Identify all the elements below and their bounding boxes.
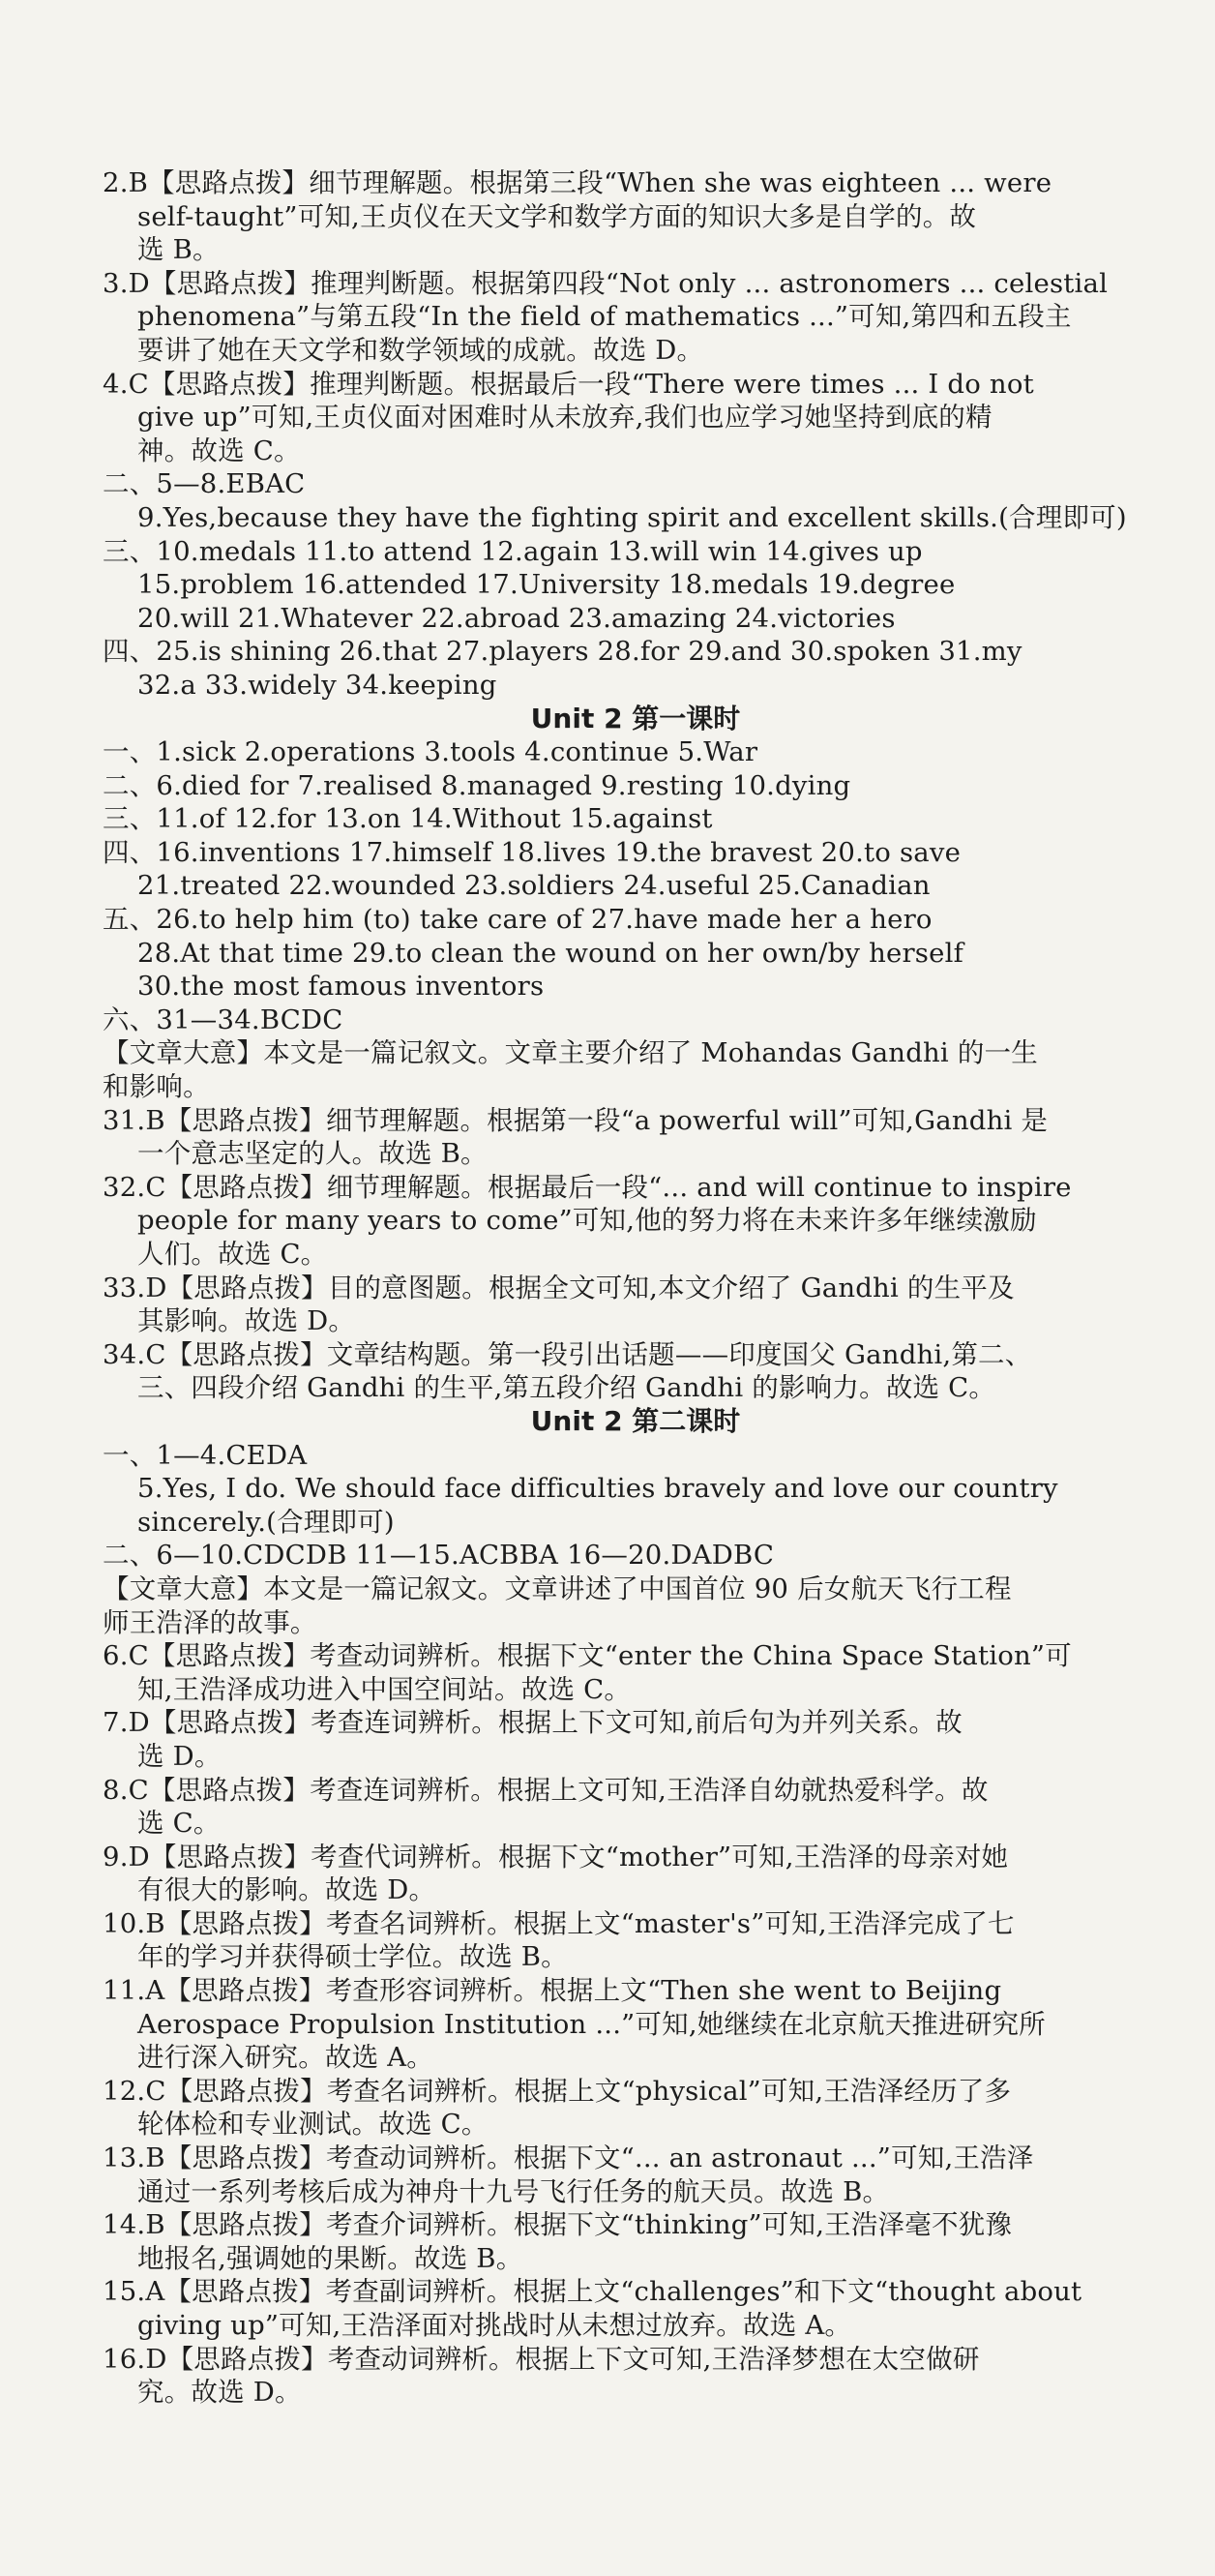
answer-line: 选 D。 bbox=[137, 1740, 222, 1772]
answer-line: 要讲了她在天文学和数学领域的成就。故选 D。 bbox=[137, 334, 704, 366]
answer-line: 地报名,强调她的果断。故选 B。 bbox=[137, 2242, 523, 2274]
answer-line: 【文章大意】本文是一篇记叙文。文章讲述了中国首位 90 后女航天飞行工程 bbox=[103, 1573, 1012, 1604]
answer-line: people for many years to come”可知,他的努力将在未来许多年继续激励 bbox=[137, 1205, 1037, 1237]
answer-line: 一个意志坚定的人。故选 B。 bbox=[137, 1138, 488, 1170]
answer-line: 五、26.to help him (to) take care of 27.have made her a hero bbox=[103, 904, 933, 936]
answer-line: 31.B【思路点拨】细节理解题。根据第一段“a powerful will”可知,Gandhi 是 bbox=[103, 1104, 1049, 1136]
answer-line: 三、10.medals 11.to attend 12.again 13.will win 14.gives up bbox=[103, 535, 923, 567]
answer-line: 究。故选 D。 bbox=[137, 2377, 302, 2409]
section-heading: Unit 2 第二课时 bbox=[530, 1404, 741, 1437]
answer-line: 和影响。 bbox=[103, 1071, 210, 1103]
answer-line: 2.B【思路点拨】细节理解题。根据第三段“When she was eighteen ... were bbox=[103, 167, 1052, 198]
answer-line: 二、6.died for 7.realised 8.managed 9.resting 10.dying bbox=[103, 769, 851, 801]
answer-line: 14.B【思路点拨】考查介词辨析。根据下文“thinking”可知,王浩泽毫不犹豫 bbox=[103, 2209, 1013, 2241]
answer-line: self-taught”可知,王贞仪在天文学和数学方面的知识大多是自学的。故 bbox=[137, 200, 977, 232]
answer-line: 选 B。 bbox=[137, 234, 220, 266]
answer-line: 34.C【思路点拨】文章结构题。第一段引出话题——印度国父 Gandhi,第二、 bbox=[103, 1338, 1032, 1370]
answer-line: 年的学习并获得硕士学位。故选 B。 bbox=[137, 1941, 568, 1973]
answer-line: give up”可知,王贞仪面对困难时从未放弃,我们也应学习她坚持到底的精 bbox=[137, 402, 993, 434]
answer-line: 一、1—4.CEDA bbox=[103, 1439, 308, 1471]
answer-line: Aerospace Propulsion Institution ...”可知,她继续在北京航天推进研究所 bbox=[137, 2008, 1046, 2040]
answer-line: 四、16.inventions 17.himself 18.lives 19.the bravest 20.to save bbox=[103, 836, 962, 868]
answer-line: 轮体检和专业测试。故选 C。 bbox=[137, 2109, 489, 2141]
answer-line: 9.D【思路点拨】考查代词辨析。根据下文“mother”可知,王浩泽的母亲对她 bbox=[103, 1841, 1009, 1872]
answer-line: 20.will 21.Whatever 22.abroad 23.amazing 24.victories bbox=[137, 602, 896, 634]
answer-line: 16.D【思路点拨】考查动词辨析。根据上下文可知,王浩泽梦想在太空做研 bbox=[103, 2343, 980, 2375]
answer-line: 进行深入研究。故选 A。 bbox=[137, 2042, 434, 2074]
answer-line: 知,王浩泽成功进入中国空间站。故选 C。 bbox=[137, 1673, 632, 1705]
answer-line: 12.C【思路点拨】考查名词辨析。根据上文“physical”可知,王浩泽经历了多 bbox=[103, 2075, 1012, 2107]
answer-line: 32.a 33.widely 34.keeping bbox=[137, 669, 497, 701]
answer-line: 一、1.sick 2.operations 3.tools 4.continue 5.War bbox=[103, 736, 758, 768]
answer-line: 人们。故选 C。 bbox=[137, 1239, 328, 1270]
answer-line: 4.C【思路点拨】推理判断题。根据最后一段“There were times ... I do not bbox=[103, 368, 1034, 400]
answer-line: 5.Yes, I do. We should face difficulties bravely and love our country bbox=[137, 1473, 1058, 1505]
answer-line: 11.A【思路点拨】考查形容词辨析。根据上文“Then she went to Beijing bbox=[103, 1975, 1002, 2007]
answer-line: 6.C【思路点拨】考查动词辨析。根据下文“enter the China Space Station”可 bbox=[103, 1640, 1072, 1672]
answer-line: 三、四段介绍 Gandhi 的生平,第五段介绍 Gandhi 的影响力。故选 C。 bbox=[137, 1372, 996, 1404]
answer-line: 32.C【思路点拨】细节理解题。根据最后一段“... and will continue to inspire bbox=[103, 1171, 1072, 1203]
answer-line: 13.B【思路点拨】考查动词辨析。根据下文“... an astronaut ...”可知,王浩泽 bbox=[103, 2142, 1034, 2174]
answer-line: 15.problem 16.attended 17.University 18.medals 19.degree bbox=[137, 569, 956, 601]
answer-line: 四、25.is shining 26.that 27.players 28.for 29.and 30.spoken 31.my bbox=[103, 636, 1022, 668]
answer-line: 7.D【思路点拨】考查连词辨析。根据上下文可知,前后句为并列关系。故 bbox=[103, 1707, 963, 1739]
answer-line: 21.treated 22.wounded 23.soldiers 24.useful 25.Canadian bbox=[137, 870, 931, 902]
answer-line: 师王浩泽的故事。 bbox=[103, 1606, 317, 1638]
answer-line: 通过一系列考核后成为神舟十九号飞行任务的航天员。故选 B。 bbox=[137, 2175, 890, 2207]
answer-line: 9.Yes,because they have the fighting spirit and excellent skills.(合理即可) bbox=[137, 501, 1127, 533]
answer-line: 二、5—8.EBAC bbox=[103, 468, 306, 500]
answer-line: phenomena”与第五段“In the field of mathematics ...”可知,第四和五段主 bbox=[137, 301, 1072, 333]
answer-line: 10.B【思路点拨】考查名词辨析。根据上文“master's”可知,王浩泽完成了七 bbox=[103, 1907, 1015, 1939]
answer-line: 神。故选 C。 bbox=[137, 434, 301, 466]
answer-line: 8.C【思路点拨】考查连词辨析。根据上文可知,王浩泽自幼就热爱科学。故 bbox=[103, 1774, 989, 1806]
answer-line: 有很大的影响。故选 D。 bbox=[137, 1874, 436, 1906]
answer-line: sincerely.(合理即可) bbox=[137, 1506, 395, 1538]
answer-line: 33.D【思路点拨】目的意图题。根据全文可知,本文介绍了 Gandhi 的生平及 bbox=[103, 1272, 1015, 1303]
answer-line: 六、31—34.BCDC bbox=[103, 1003, 343, 1035]
section-heading: Unit 2 第一课时 bbox=[530, 702, 741, 734]
answer-line: 其影响。故选 D。 bbox=[137, 1305, 356, 1337]
answer-line: 三、11.of 12.for 13.on 14.Without 15.against bbox=[103, 803, 713, 835]
answer-line: 30.the most famous inventors bbox=[137, 971, 545, 1003]
answer-line: giving up”可知,王浩泽面对挑战时从未想过放弃。故选 A。 bbox=[137, 2310, 852, 2341]
answer-line: 28.At that time 29.to clean the wound on her own/by herself bbox=[137, 937, 963, 969]
answer-line: 选 C。 bbox=[137, 1808, 221, 1840]
answer-line: 3.D【思路点拨】推理判断题。根据第四段“Not only ... astronomers ... celestial bbox=[103, 267, 1109, 299]
answer-line: 二、6—10.CDCDB 11—15.ACBBA 16—20.DADBC bbox=[103, 1540, 775, 1572]
answer-line: 【文章大意】本文是一篇记叙文。文章主要介绍了 Mohandas Gandhi 的一生 bbox=[103, 1037, 1038, 1069]
answer-line: 15.A【思路点拨】考查副词辨析。根据上文“challenges”和下文“thought about bbox=[103, 2276, 1082, 2308]
